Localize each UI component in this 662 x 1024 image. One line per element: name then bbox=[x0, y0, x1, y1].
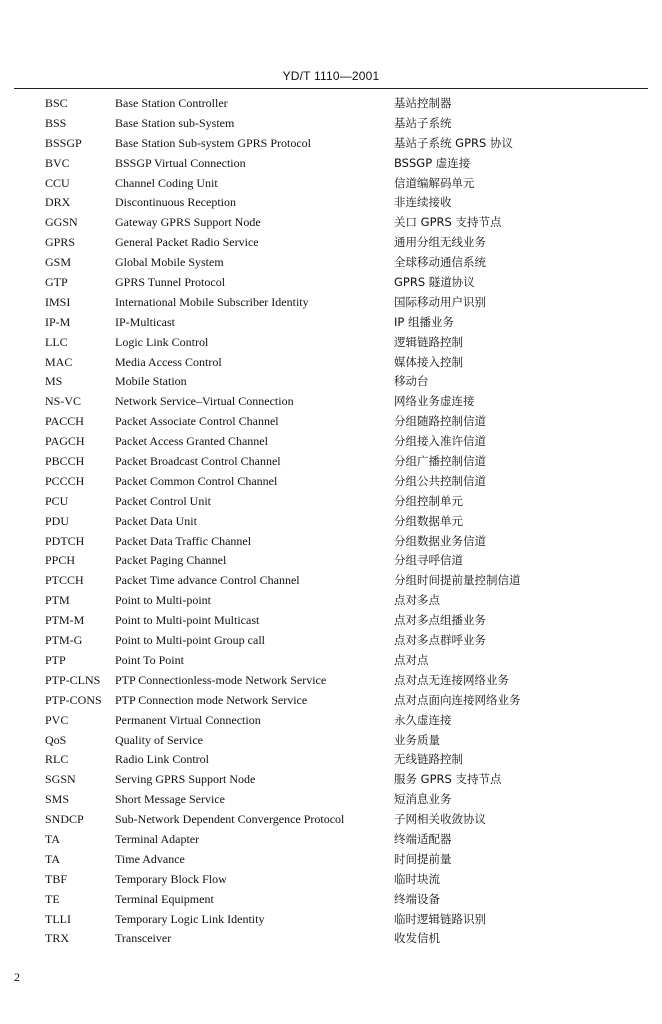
chinese-term: 分组控制单元 bbox=[394, 493, 463, 508]
abbreviation: SNDCP bbox=[45, 812, 84, 827]
abbreviation: TLLI bbox=[45, 911, 71, 926]
english-term: Network Service–Virtual Connection bbox=[115, 394, 294, 409]
abbreviation-list bbox=[0, 94, 662, 949]
abbreviation: TRX bbox=[45, 931, 69, 946]
list-item bbox=[0, 731, 662, 751]
chinese-term: 临时逻辑链路识别 bbox=[394, 911, 486, 926]
list-item bbox=[0, 591, 662, 611]
abbreviation: PTM-M bbox=[45, 613, 85, 628]
chinese-term: 移动台 bbox=[394, 374, 429, 389]
english-term: Mobile Station bbox=[115, 374, 187, 389]
english-term: Point to Multi-point Multicast bbox=[115, 613, 260, 628]
english-term: Gateway GPRS Support Node bbox=[115, 215, 261, 230]
chinese-term: 国际移动用户识别 bbox=[394, 294, 486, 309]
abbreviation: PTP bbox=[45, 652, 66, 667]
english-term: Base Station sub-System bbox=[115, 115, 235, 130]
chinese-term: 分组时间提前量控制信道 bbox=[394, 573, 521, 588]
chinese-term: 基站控制器 bbox=[394, 96, 452, 110]
abbreviation: SGSN bbox=[45, 772, 76, 787]
abbreviation: PDU bbox=[45, 513, 70, 528]
abbreviation: IMSI bbox=[45, 294, 71, 309]
abbreviation: DRX bbox=[45, 195, 71, 210]
abbreviation: CCU bbox=[45, 175, 70, 190]
english-term: Point To Point bbox=[115, 652, 184, 667]
list-item bbox=[0, 114, 662, 134]
list-item bbox=[0, 711, 662, 731]
list-item bbox=[0, 134, 662, 154]
list-item bbox=[0, 571, 662, 591]
abbreviation: NS-VC bbox=[45, 394, 82, 409]
abbreviation: PPCH bbox=[45, 553, 76, 568]
abbreviation: BSSGP bbox=[45, 135, 82, 150]
list-item bbox=[0, 512, 662, 532]
english-term: Sub-Network Dependent Convergence Protocol bbox=[115, 812, 345, 827]
english-term: Temporary Block Flow bbox=[115, 871, 227, 886]
list-item bbox=[0, 392, 662, 412]
chinese-term: 点对点无连接网络业务 bbox=[394, 672, 509, 687]
list-item bbox=[0, 174, 662, 194]
list-item bbox=[0, 910, 662, 930]
abbreviation: PDTCH bbox=[45, 533, 85, 548]
list-item bbox=[0, 611, 662, 631]
english-term: IP-Multicast bbox=[115, 314, 175, 329]
english-term: Short Message Service bbox=[115, 792, 225, 807]
chinese-term: 终端适配器 bbox=[394, 831, 452, 846]
abbreviation: PBCCH bbox=[45, 454, 85, 469]
abbreviation: PTP-CLNS bbox=[45, 672, 101, 687]
list-item bbox=[0, 233, 662, 253]
english-term: Transceiver bbox=[115, 931, 172, 946]
list-item bbox=[0, 432, 662, 452]
english-term: Radio Link Control bbox=[115, 752, 209, 767]
abbreviation: LLC bbox=[45, 334, 68, 349]
abbreviation: RLC bbox=[45, 752, 69, 767]
abbreviation: GSM bbox=[45, 255, 72, 270]
list-item bbox=[0, 273, 662, 293]
list-item bbox=[0, 154, 662, 174]
abbreviation: PCCCH bbox=[45, 473, 85, 488]
english-term: Base Station Sub-system GPRS Protocol bbox=[115, 135, 312, 150]
english-term: Packet Paging Channel bbox=[115, 553, 227, 568]
abbreviation: GTP bbox=[45, 275, 68, 290]
english-term: Terminal Equipment bbox=[115, 891, 214, 906]
list-item bbox=[0, 213, 662, 233]
chinese-term: 分组寻呼信道 bbox=[394, 553, 463, 568]
abbreviation: TA bbox=[45, 831, 61, 846]
english-term: Base Station Controller bbox=[115, 96, 228, 110]
abbreviation: PTP-CONS bbox=[45, 692, 102, 707]
english-term: Logic Link Control bbox=[115, 334, 209, 349]
list-item bbox=[0, 472, 662, 492]
abbreviation: IP-M bbox=[45, 314, 71, 329]
chinese-term: 关口 GPRS 支持节点 bbox=[394, 215, 502, 230]
list-item bbox=[0, 333, 662, 353]
english-term: Quality of Service bbox=[115, 732, 203, 747]
english-term: Serving GPRS Support Node bbox=[115, 772, 256, 787]
english-term: Point to Multi-point Group call bbox=[115, 633, 265, 648]
page-header-standard: YD/T 1110—2001 bbox=[282, 69, 380, 83]
list-item bbox=[0, 631, 662, 651]
chinese-term: 分组数据单元 bbox=[394, 513, 463, 528]
chinese-term: 点对多点 bbox=[394, 593, 440, 608]
chinese-term: 逻辑链路控制 bbox=[394, 334, 463, 349]
chinese-term: 永久虚连接 bbox=[394, 712, 452, 727]
list-item bbox=[0, 691, 662, 711]
chinese-term: 点对点 bbox=[394, 652, 429, 667]
chinese-term: 终端设备 bbox=[394, 891, 440, 906]
english-term: Discontinuous Reception bbox=[115, 195, 236, 210]
page-number: 2 bbox=[14, 970, 20, 984]
chinese-term: 分组随路控制信道 bbox=[394, 414, 486, 429]
english-term: Packet Data Unit bbox=[115, 513, 197, 528]
chinese-term: GPRS 隧道协议 bbox=[394, 275, 475, 290]
english-term: International Mobile Subscriber Identity bbox=[115, 294, 309, 309]
english-term: Time Advance bbox=[115, 851, 185, 866]
english-term: Point to Multi-point bbox=[115, 593, 212, 608]
chinese-term: 媒体接入控制 bbox=[394, 354, 463, 369]
chinese-term: 点对多点组播业务 bbox=[394, 613, 486, 628]
list-item bbox=[0, 651, 662, 671]
english-term: Packet Common Control Channel bbox=[115, 473, 278, 488]
list-item bbox=[0, 790, 662, 810]
abbreviation: PTM-G bbox=[45, 633, 83, 648]
list-item bbox=[0, 929, 662, 949]
header-rule bbox=[14, 88, 648, 89]
abbreviation: MS bbox=[45, 374, 63, 389]
list-item bbox=[0, 253, 662, 273]
english-term: Terminal Adapter bbox=[115, 831, 200, 846]
list-item bbox=[0, 492, 662, 512]
list-item bbox=[0, 353, 662, 373]
list-item bbox=[0, 532, 662, 552]
english-term: General Packet Radio Service bbox=[115, 235, 259, 250]
english-term: Packet Time advance Control Channel bbox=[115, 573, 300, 588]
list-item bbox=[0, 372, 662, 392]
list-item bbox=[0, 313, 662, 333]
english-term: GPRS Tunnel Protocol bbox=[115, 275, 226, 290]
list-item bbox=[0, 830, 662, 850]
abbreviation: GGSN bbox=[45, 215, 78, 230]
english-term: Media Access Control bbox=[115, 354, 222, 369]
list-item bbox=[0, 850, 662, 870]
chinese-term: 分组数据业务信道 bbox=[394, 533, 486, 548]
chinese-term: 业务质量 bbox=[394, 732, 440, 747]
chinese-term: BSSGP 虚连接 bbox=[394, 155, 471, 170]
abbreviation: BVC bbox=[45, 155, 70, 170]
abbreviation: SMS bbox=[45, 792, 70, 807]
list-item bbox=[0, 671, 662, 691]
list-item bbox=[0, 890, 662, 910]
chinese-term: 临时块流 bbox=[394, 871, 440, 886]
english-term: Permanent Virtual Connection bbox=[115, 712, 261, 727]
abbreviation: PVC bbox=[45, 712, 69, 727]
abbreviation: GPRS bbox=[45, 235, 76, 250]
chinese-term: 分组公共控制信道 bbox=[394, 473, 486, 488]
chinese-term: 无线链路控制 bbox=[394, 752, 463, 767]
chinese-term: 服务 GPRS 支持节点 bbox=[394, 772, 502, 787]
chinese-term: 全球移动通信系统 bbox=[394, 255, 486, 270]
chinese-term: 信道编解码单元 bbox=[394, 175, 475, 190]
list-item bbox=[0, 193, 662, 213]
chinese-term: 子网相关收敛协议 bbox=[394, 812, 486, 827]
abbreviation: TE bbox=[45, 891, 60, 906]
abbreviation: QoS bbox=[45, 732, 67, 747]
english-term: Packet Control Unit bbox=[115, 493, 211, 508]
chinese-term: IP 组播业务 bbox=[394, 314, 454, 329]
list-item bbox=[0, 750, 662, 770]
abbreviation: MAC bbox=[45, 354, 73, 369]
abbreviation: PCU bbox=[45, 493, 69, 508]
list-item bbox=[0, 770, 662, 790]
abbreviation: TBF bbox=[45, 871, 68, 886]
chinese-term: 点对点面向连接网络业务 bbox=[394, 692, 521, 707]
list-item bbox=[0, 94, 662, 114]
chinese-term: 时间提前量 bbox=[394, 851, 452, 866]
list-item bbox=[0, 412, 662, 432]
english-term: Packet Access Granted Channel bbox=[115, 434, 268, 449]
list-item bbox=[0, 293, 662, 313]
abbreviation: PAGCH bbox=[45, 434, 85, 449]
chinese-term: 分组广播控制信道 bbox=[394, 454, 486, 469]
english-term: Packet Broadcast Control Channel bbox=[115, 454, 281, 469]
english-term: BSSGP Virtual Connection bbox=[115, 155, 246, 170]
english-term: Packet Data Traffic Channel bbox=[115, 533, 252, 548]
english-term: Channel Coding Unit bbox=[115, 175, 218, 190]
abbreviation: BSS bbox=[45, 115, 67, 130]
english-term: PTP Connectionless-mode Network Service bbox=[115, 672, 327, 687]
english-term: Packet Associate Control Channel bbox=[115, 414, 279, 429]
list-item bbox=[0, 551, 662, 571]
english-term: Global Mobile System bbox=[115, 255, 224, 270]
list-item bbox=[0, 452, 662, 472]
abbreviation: PACCH bbox=[45, 414, 84, 429]
list-item bbox=[0, 810, 662, 830]
english-term: Temporary Logic Link Identity bbox=[115, 911, 265, 926]
chinese-term: 网络业务虚连接 bbox=[394, 394, 475, 409]
chinese-term: 分组接入准许信道 bbox=[394, 434, 486, 449]
chinese-term: 短消息业务 bbox=[394, 792, 452, 807]
abbreviation: PTM bbox=[45, 593, 70, 608]
chinese-term: 通用分组无线业务 bbox=[394, 235, 486, 250]
chinese-term: 非连续接收 bbox=[394, 195, 452, 210]
english-term: PTP Connection mode Network Service bbox=[115, 692, 308, 707]
abbreviation: TA bbox=[45, 851, 61, 866]
abbreviation: PTCCH bbox=[45, 573, 84, 588]
chinese-term: 基站子系统 bbox=[394, 115, 452, 130]
chinese-term: 基站子系统 GPRS 协议 bbox=[394, 135, 513, 150]
chinese-term: 点对多点群呼业务 bbox=[394, 633, 486, 648]
abbreviation: BSC bbox=[45, 96, 68, 110]
chinese-term: 收发信机 bbox=[394, 931, 440, 946]
list-item bbox=[0, 870, 662, 890]
